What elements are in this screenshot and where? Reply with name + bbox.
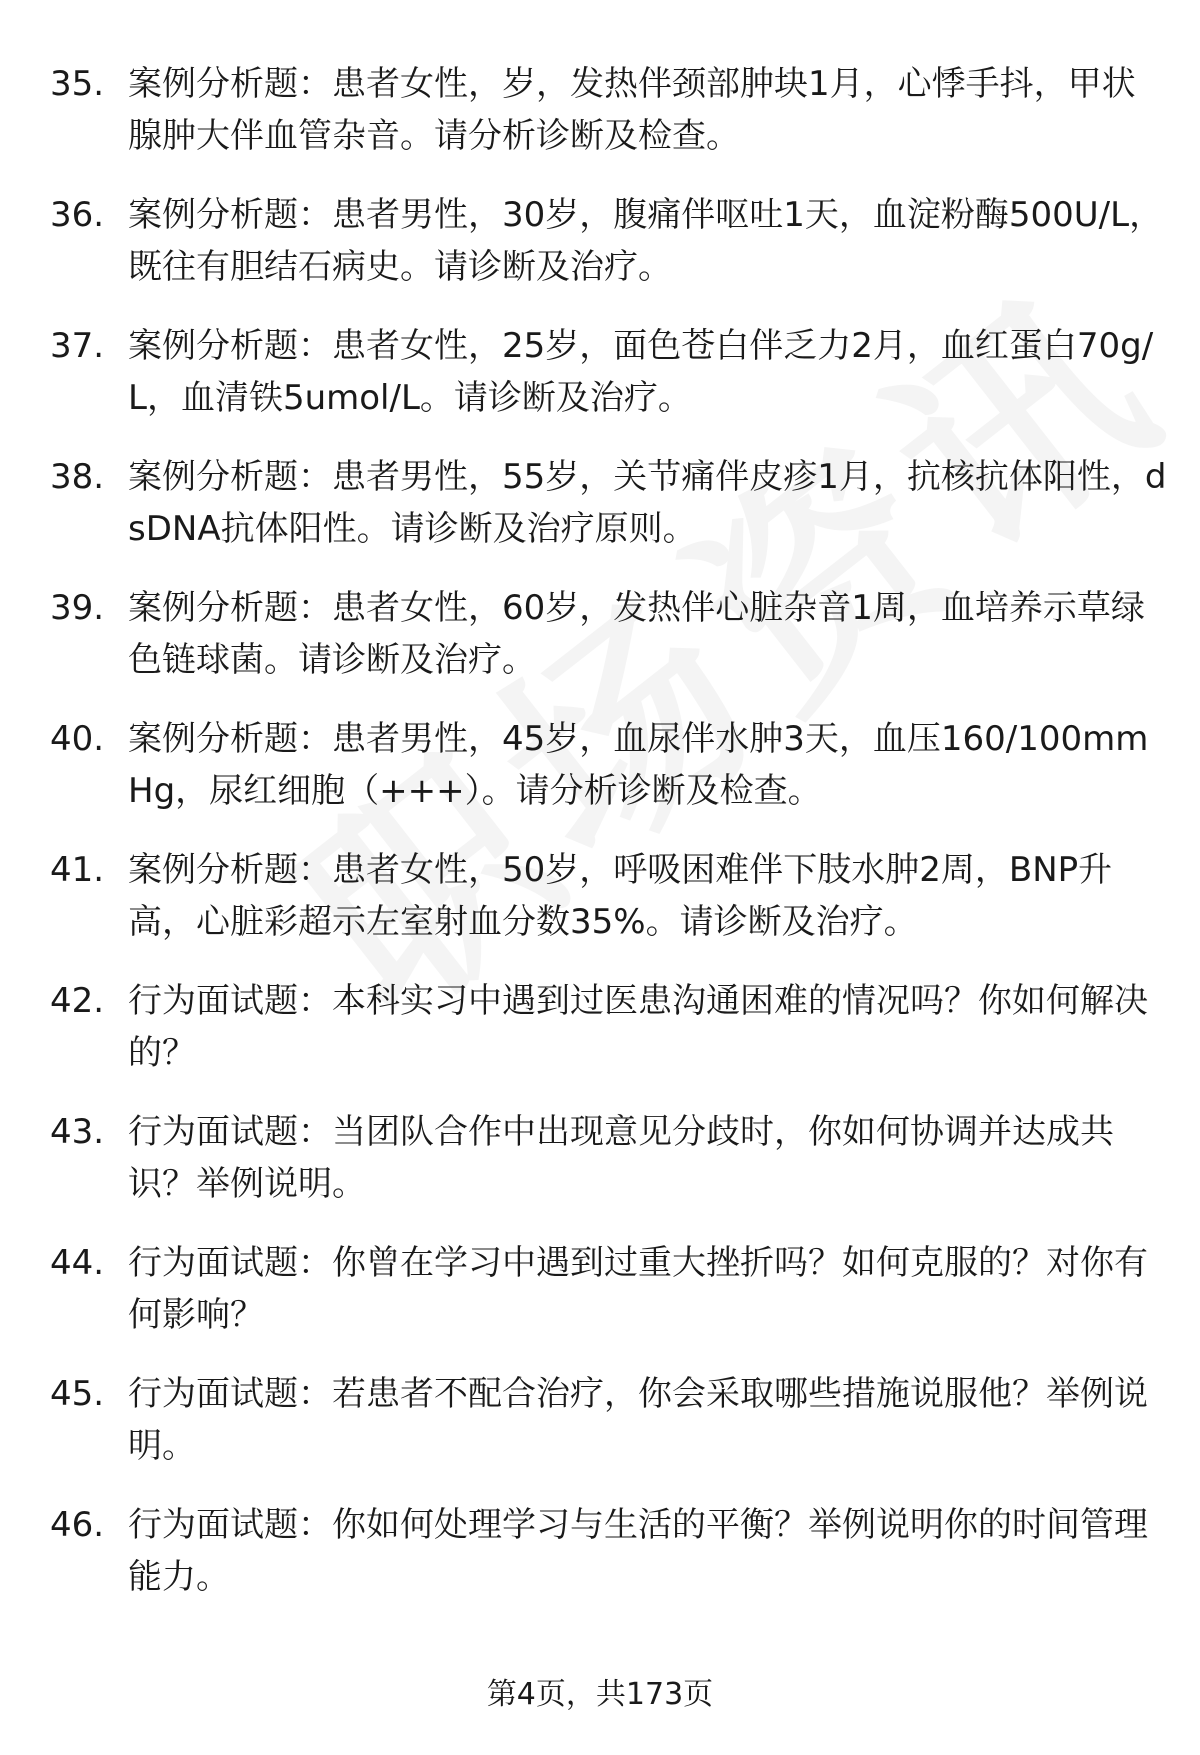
question-number: 43. (50, 1112, 105, 1152)
question-number: 38. (50, 457, 105, 497)
question-item (0, 58, 1200, 189)
question-text: 行为面试题：你如何处理学习与生活的平衡？举例说明你的时间管理能力。 (128, 1505, 1148, 1597)
question-text: 案例分析题：患者女性，60岁，发热伴心脏杂音1周，血培养示草绿色链球菌。请诊断及治疗。 (128, 588, 1145, 680)
question-number: 40. (50, 719, 105, 759)
question-text: 案例分析题：患者男性，30岁，腹痛伴呕吐1天，血淀粉酶500U/L，既往有胆结石病史。请诊断及治疗。 (128, 195, 1164, 287)
question-text: 行为面试题：若患者不配合治疗，你会采取哪些措施说服他？举例说明。 (128, 1374, 1148, 1466)
question-item (0, 1106, 1200, 1237)
question-item (0, 582, 1200, 713)
question-text: 案例分析题：患者女性，岁，发热伴颈部肿块1月，心悸手抖，甲状腺肿大伴血管杂音。请分析诊断及检查。 (128, 64, 1136, 156)
question-number: 41. (50, 850, 105, 890)
question-text: 案例分析题：患者男性，45岁，血尿伴水肿3天，血压160/100mmHg，尿红细胞（+++）。请分析诊断及检查。 (128, 719, 1149, 811)
question-item (0, 320, 1200, 451)
question-text: 行为面试题：当团队合作中出现意见分歧时，你如何协调并达成共识？举例说明。 (128, 1112, 1114, 1204)
question-text: 行为面试题：本科实习中遇到过医患沟通困难的情况吗？你如何解决的？ (128, 981, 1148, 1073)
question-number: 37. (50, 326, 105, 366)
question-text: 案例分析题：患者女性，50岁，呼吸困难伴下肢水肿2周，BNP升高，心脏彩超示左室射血分数35%。请诊断及治疗。 (128, 850, 1113, 942)
question-text: 行为面试题：你曾在学习中遇到过重大挫折吗？如何克服的？对你有何影响？ (128, 1243, 1148, 1335)
question-list (0, 58, 1200, 1630)
page-number: 第4页，共173页 (486, 1677, 714, 1712)
question-number: 39. (50, 588, 105, 628)
question-number: 45. (50, 1374, 105, 1414)
question-text: 案例分析题：患者女性，25岁，面色苍白伴乏力2月，血红蛋白70g/L，血清铁5umol/L。请诊断及治疗。 (128, 326, 1154, 418)
question-item (0, 189, 1200, 320)
question-item (0, 844, 1200, 975)
question-item (0, 1368, 1200, 1499)
question-text: 案例分析题：患者男性，55岁，关节痛伴皮疹1月，抗核抗体阳性，dsDNA抗体阳性。请诊断及治疗原则。 (128, 457, 1167, 549)
question-number: 35. (50, 64, 105, 104)
question-item (0, 1237, 1200, 1368)
question-number: 46. (50, 1505, 105, 1545)
question-number: 42. (50, 981, 105, 1021)
question-number: 44. (50, 1243, 105, 1283)
question-item (0, 451, 1200, 582)
question-item (0, 1499, 1200, 1630)
question-item (0, 975, 1200, 1106)
question-item (0, 713, 1200, 844)
question-number: 36. (50, 195, 105, 235)
